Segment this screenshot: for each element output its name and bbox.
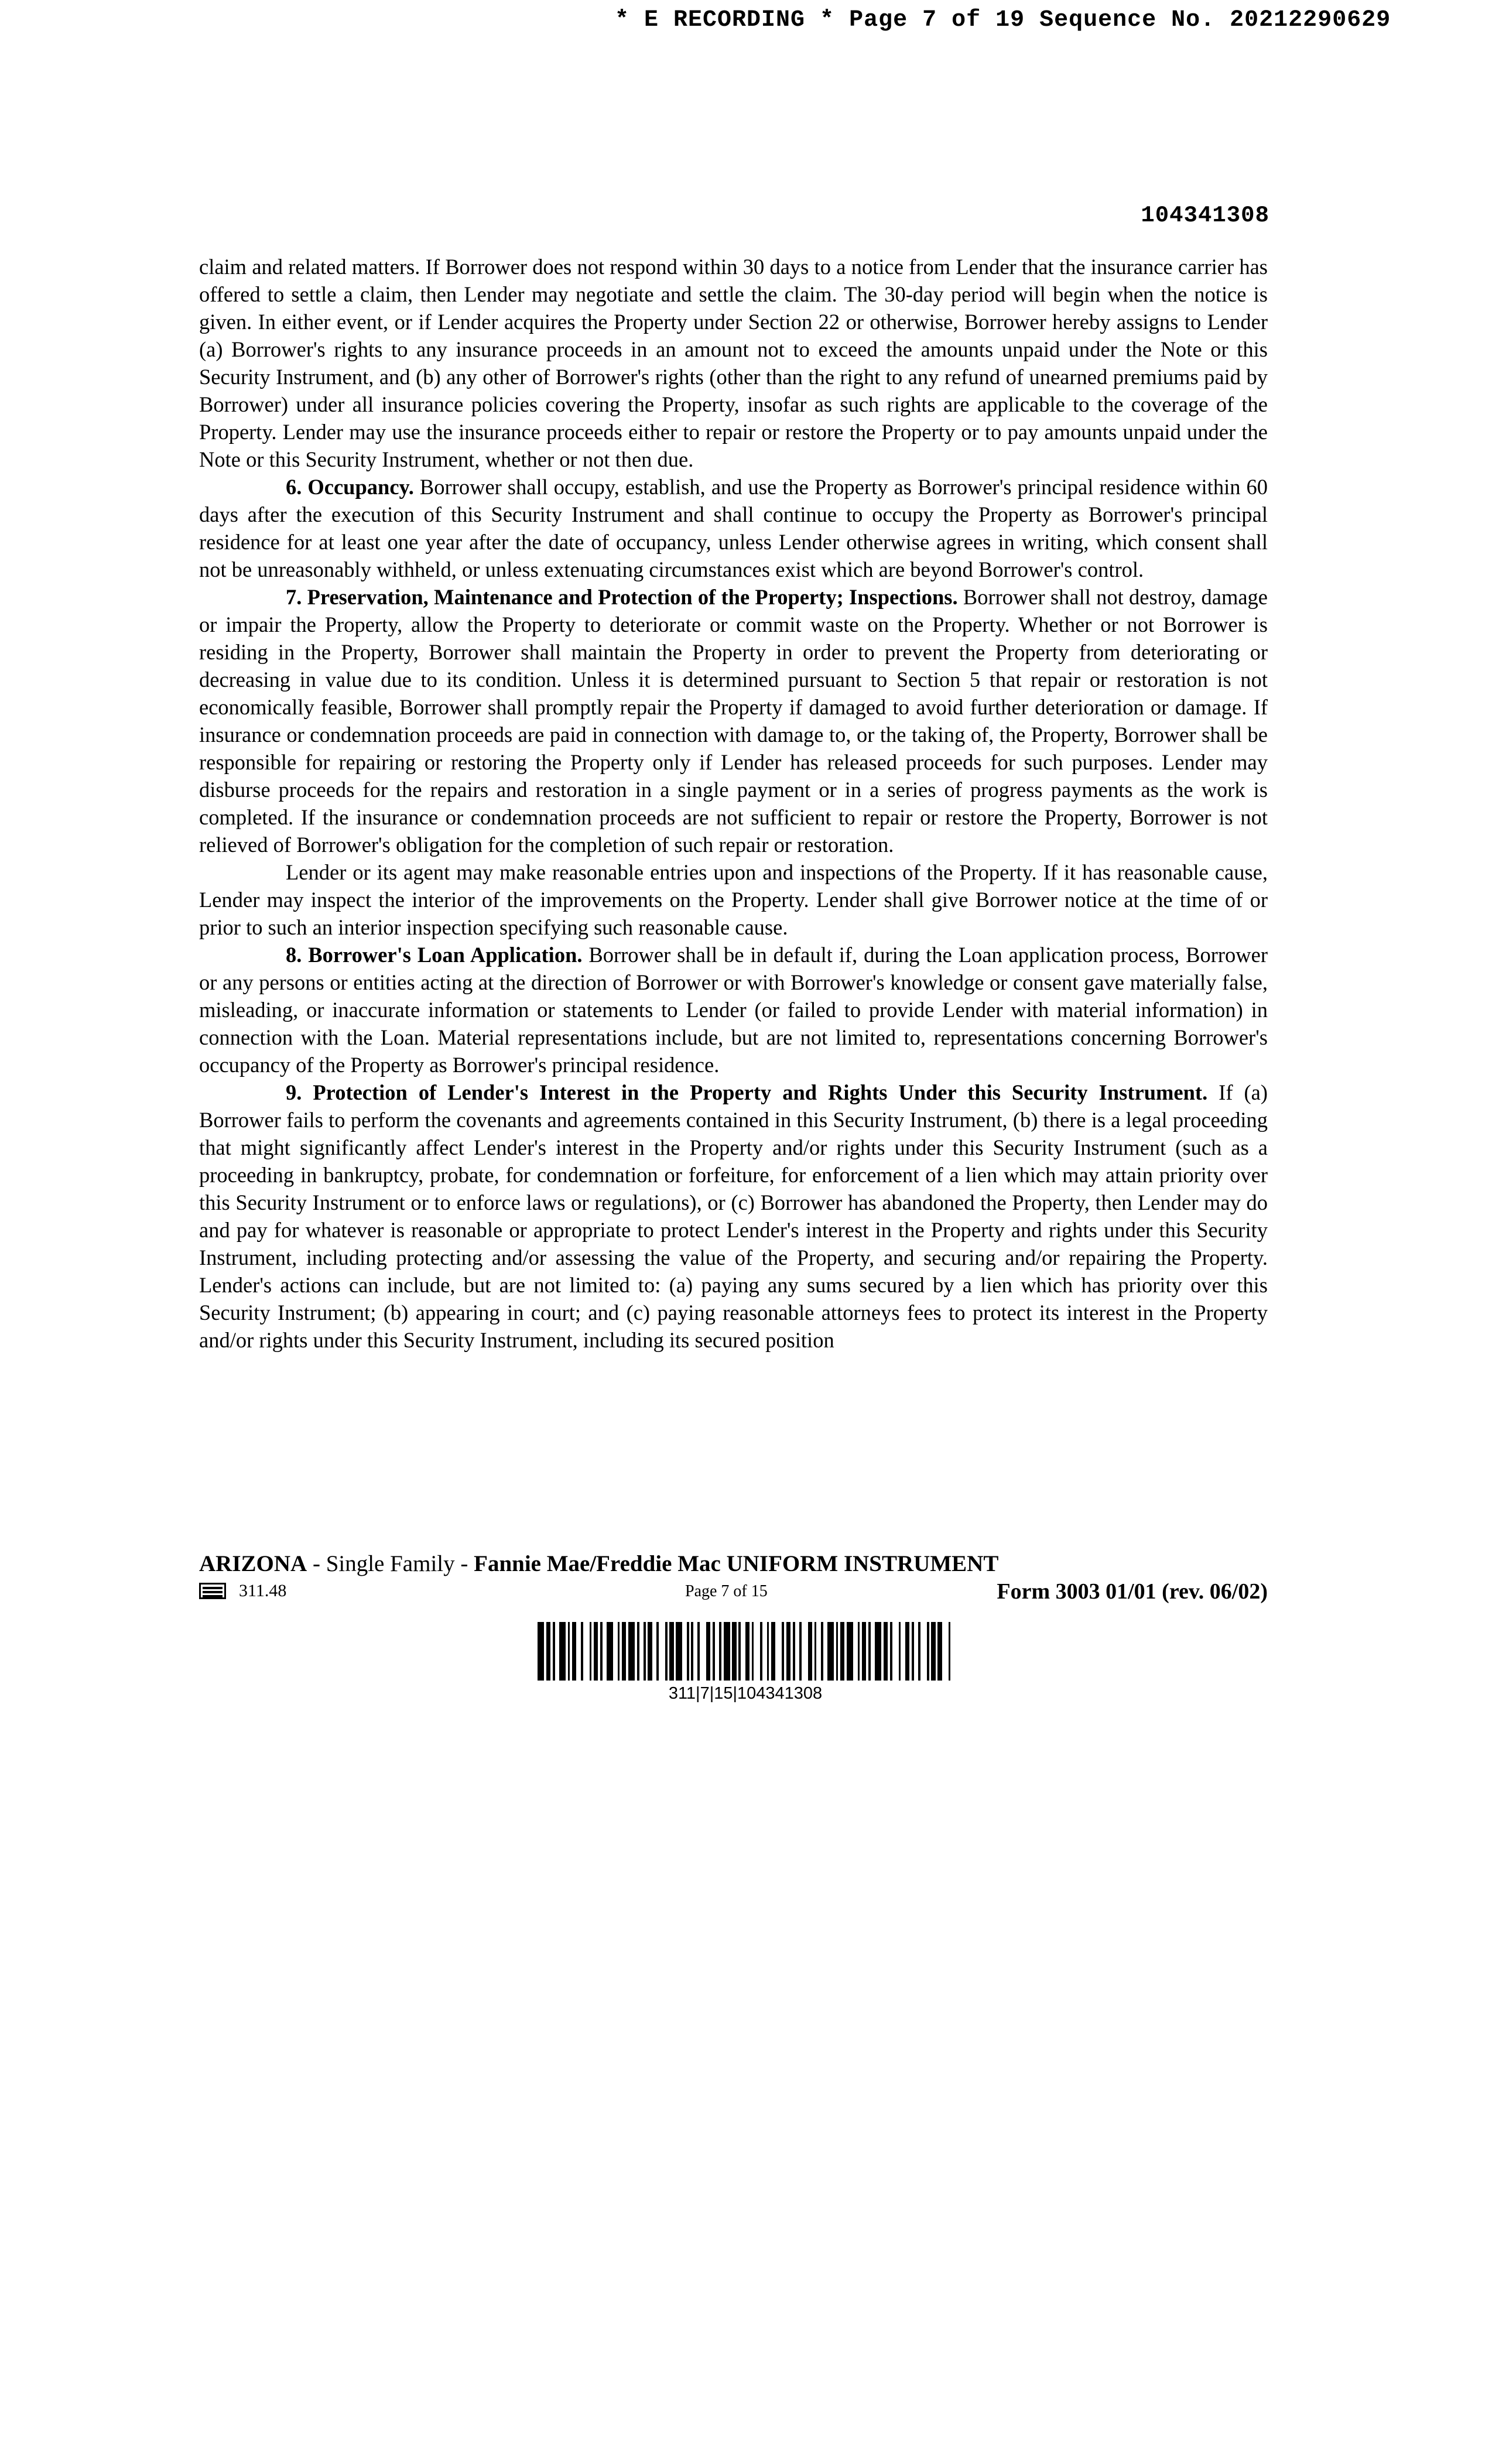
section-7-inspections-paragraph: Lender or its agent may make reasonable entries upon and inspections of the Property. If it has reasonable cause, Lender may inspect the interior of the improvements on the Property. Lender shall give Borrower notice at the time of or prior to such an interior inspection specifying such reasonable cause. xyxy=(199,860,1268,939)
barcode-bar xyxy=(920,1622,927,1681)
document-body xyxy=(199,253,1268,1354)
barcode-bar xyxy=(676,1622,682,1681)
barcode-bar xyxy=(937,1622,942,1681)
barcode-bar xyxy=(648,1622,652,1681)
section-8-heading: 8. Borrower's Loan Application. xyxy=(286,943,583,967)
barcode-bar xyxy=(762,1622,766,1681)
barcode-bar xyxy=(754,1622,760,1681)
barcode-bar xyxy=(594,1622,598,1681)
barcode-bar xyxy=(669,1622,673,1681)
paragraph-insurance-claims: claim and related matters. If Borrower does not respond within 30 days to a notice from Lender that the insurance carrier has offered to settle a claim, then Lender may negotiate and settle the claim. The 30-day period will begin when the notice is given. In either event, or if Lender acquires the Property under Section 22 or otherwise, Borrower hereby assigns to Lender (a) Borrower's rights to any insurance proceeds in an amount not to exceed the amounts unpaid under the Note or this Security Instrument, and (b) any other of Borrower's rights (other than the right to any refund of unearned premiums paid by Borrower) under all insurance policies covering the Property, insofar as such rights are applicable to the coverage of the Property. Lender may use the insurance proceeds either to repair or restore the Property or to pay amounts unpaid under the Note or this Security Instrument, whether or not then due. xyxy=(199,255,1268,471)
barcode-bar xyxy=(942,1622,949,1681)
barcode-bar xyxy=(745,1622,750,1681)
ellie-mae-logo-icon xyxy=(199,1583,226,1599)
barcode-bar xyxy=(555,1622,559,1681)
barcode-bar xyxy=(853,1622,857,1681)
barcode-bar xyxy=(622,1622,626,1681)
footer-separator: - xyxy=(307,1551,326,1576)
barcode-bar xyxy=(892,1622,899,1681)
section-6-text: Borrower shall occupy, establish, and use the Property as Borrower's principal residence within 60 days after the execution of this Security Instrument and shall continue to occupy the Property as Borrower's principal residence for at least one year after the date of occupancy, unless Lender otherwise agrees in writing, which consent shall not be unreasonably withheld, or unless extenuating circumstances exist which are beyond Borrower's control. xyxy=(199,475,1268,581)
barcode-bar xyxy=(827,1622,834,1681)
barcode-bar xyxy=(572,1622,576,1681)
barcode-bar xyxy=(603,1622,607,1681)
barcode-bar xyxy=(786,1622,790,1681)
barcode-bar xyxy=(706,1622,710,1681)
footer-state: ARIZONA xyxy=(199,1551,307,1576)
barcode-bar xyxy=(862,1622,866,1681)
barcode-bar xyxy=(559,1622,566,1681)
section-7-preservation xyxy=(199,583,1268,858)
barcode-bar xyxy=(652,1622,656,1681)
barcode-bar xyxy=(576,1622,580,1681)
barcode-bar xyxy=(871,1622,875,1681)
document-number: 104341308 xyxy=(1141,203,1269,228)
section-8-text: Borrower shall be in default if, during the Loan application process, Borrower or any persons or entities acting at the direction of Borrower or with Borrower's knowledge or consent gave materially false, misleading, or inaccurate information or statements to Lender (or failed to provide Lender with material information) in connection with the Loan. Material representations include, but are not limited to, representations concerning Borrower's occupancy of the Property as Borrower's principal residence. xyxy=(199,943,1268,1077)
barcode-bar xyxy=(802,1622,808,1681)
section-9-protection xyxy=(199,1079,1268,1354)
barcode-bar xyxy=(808,1622,812,1681)
barcode-bar xyxy=(950,1622,953,1681)
barcode-bar xyxy=(795,1622,799,1681)
barcode-text: 311|7|15|104341308 xyxy=(668,1684,823,1703)
form-code xyxy=(199,1581,286,1601)
barcode-bar xyxy=(931,1622,935,1681)
footer-instrument: Fannie Mae/Freddie Mac UNIFORM INSTRUMENT xyxy=(474,1551,999,1576)
barcode-bar xyxy=(628,1622,635,1681)
form-footer xyxy=(199,1551,1268,1608)
page-label: Page 7 of 15 xyxy=(685,1582,768,1600)
barcode-bar xyxy=(847,1622,853,1681)
recording-header: * E RECORDING * Page 7 of 19 Sequence No. 20212290629 xyxy=(615,7,1391,33)
barcode-bar xyxy=(914,1622,918,1681)
footer-separator: - xyxy=(454,1551,474,1576)
barcode xyxy=(538,1622,953,1681)
barcode-bar xyxy=(901,1622,905,1681)
section-6-heading: 6. Occupancy. xyxy=(286,475,414,499)
section-7-text: Borrower shall not destroy, damage or impair the Property, allow the Property to deteriorate or commit waste on the Property. Whether or not Borrower is residing in the Property, Borrower shall maintain the Property in order to prevent the Property from deteriorating or decreasing in value due to its condition. Unless it is determined pursuant to Section 5 that repair or restoration is not economically feasible, Borrower shall promptly repair the Property if damaged to avoid further deterioration or damage. If insurance or condemnation proceeds are paid in connection with damage to, or the taking of, the Property, Borrower shall be responsible for repairing or restoring the Property only if Lender has released proceeds for such purposes. Lender may disburse proceeds for the repairs and restoration in a single payment or in a series of progress payments as the work is completed. If the insurance or condemnation proceeds are not sufficient to repair or restore the Property, Borrower is not relieved of Borrower's obligation for the completion of such repair or restoration. xyxy=(199,585,1268,857)
barcode-bar xyxy=(693,1622,697,1681)
form-code-number: 311.48 xyxy=(239,1581,287,1600)
section-9-heading: 9. Protection of Lender's Interest in the Property and Rights Under this Security Instrument. xyxy=(286,1080,1208,1104)
footer-family: Single Family xyxy=(326,1551,455,1576)
footer-title xyxy=(199,1551,1268,1577)
barcode-bar xyxy=(613,1622,617,1681)
section-9-text: If (a) Borrower fails to perform the covenants and agreements contained in this Security Instrument, (b) there is a legal proceeding that might significantly affect Lender's interest in the Property and/or rights under this Security Instrument (such as a proceeding in bankruptcy, probate, for condemnation or forfeiture, for enforcement of a lien which may attain priority over this Security Instrument or to enforce laws or regulations), or (c) Borrower has abandoned the Property, then Lender may do and pay for whatever is reasonable or appropriate to protect Lender's interest in the Property and rights under this Security Instrument, including protecting and/or assessing the value of the Property, and securing and/or repairing the Property. Lender's actions can include, but are not limited to: (a) paying any sums secured by a lien which has priority over this Security Instrument; (b) appearing in court; and (c) paying reasonable attorneys fees to protect its interest in the Property and/or rights under this Security Instrument, including its secured position xyxy=(199,1080,1268,1352)
section-7-heading: 7. Preservation, Maintenance and Protection of the Property; Inspections. xyxy=(286,585,958,609)
barcode-bar xyxy=(639,1622,644,1681)
barcode-bar xyxy=(583,1622,590,1681)
barcode-bar xyxy=(771,1622,775,1681)
footer-details xyxy=(199,1579,1268,1608)
barcode-bar xyxy=(840,1622,844,1681)
barcode-bar xyxy=(682,1622,686,1681)
barcode-bar xyxy=(741,1622,745,1681)
barcode-bar xyxy=(724,1622,730,1681)
barcode-bar xyxy=(905,1622,909,1681)
barcode-bar xyxy=(732,1622,736,1681)
barcode-bar xyxy=(700,1622,706,1681)
barcode-bar xyxy=(659,1622,665,1681)
barcode-bar xyxy=(816,1622,820,1681)
barcode-bar xyxy=(823,1622,827,1681)
form-version: Form 3003 01/01 (rev. 06/02) xyxy=(997,1579,1268,1604)
section-6-occupancy xyxy=(199,473,1268,583)
section-8-loan-application xyxy=(199,941,1268,1079)
barcode-bar xyxy=(715,1622,719,1681)
barcode-bar xyxy=(775,1622,782,1681)
barcode-bar xyxy=(607,1622,613,1681)
barcode-bar xyxy=(538,1622,544,1681)
barcode-bar xyxy=(546,1622,550,1681)
barcode-bar xyxy=(875,1622,881,1681)
barcode-bar xyxy=(884,1622,888,1681)
